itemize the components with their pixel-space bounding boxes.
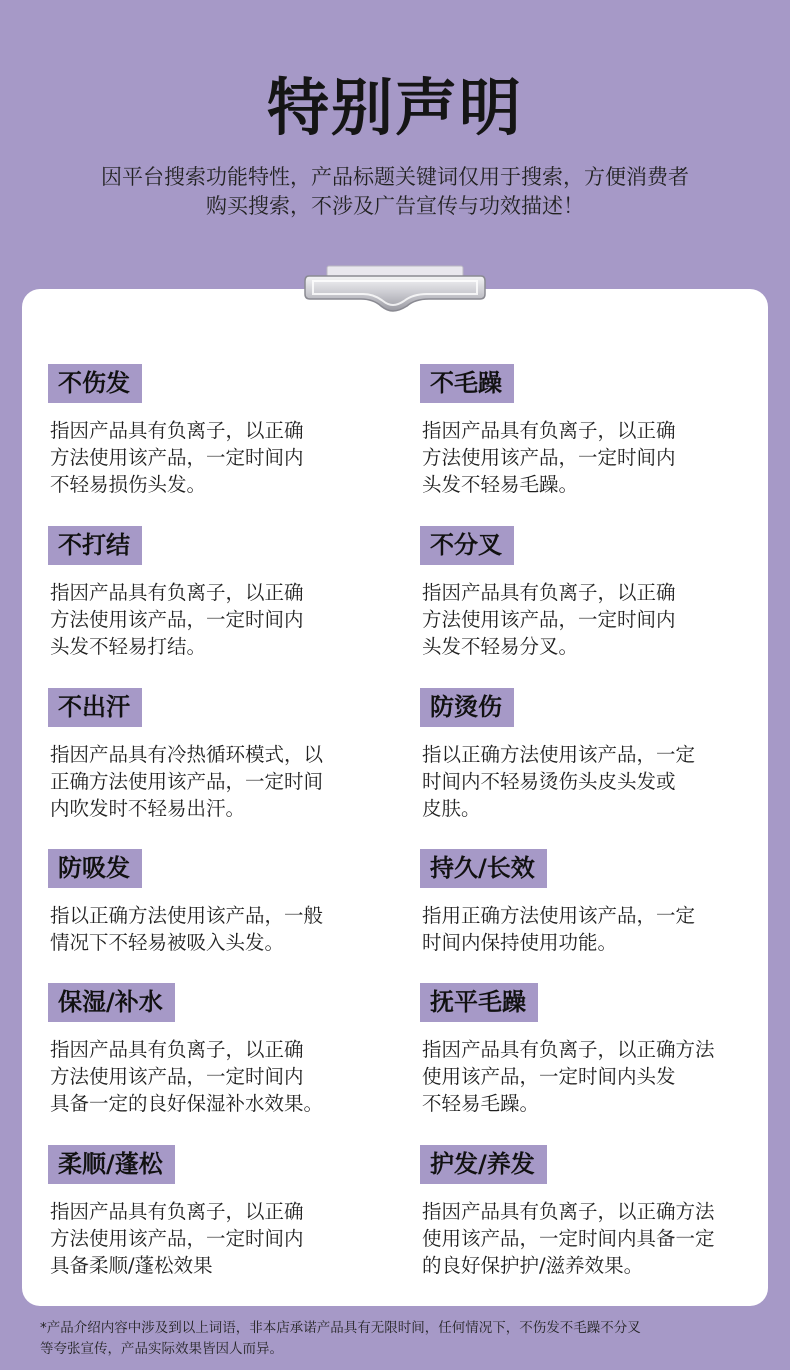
page-title: 特别声明 — [266, 71, 523, 144]
claim-item — [48, 983, 388, 1117]
claim-tag: 不出汗 — [48, 688, 142, 727]
claim-description: 指以正确方法使用该产品，一定 时间内不轻易烫伤头皮头发或 皮肤。 — [422, 743, 696, 820]
claim-tag: 抚平毛躁 — [420, 983, 538, 1022]
claim-item — [420, 688, 760, 822]
claim-tag: 不分叉 — [420, 526, 514, 565]
claim-tag: 保湿/补水 — [48, 983, 175, 1022]
claim-item — [420, 983, 760, 1117]
claim-item — [48, 526, 388, 660]
claim-item — [48, 688, 388, 822]
claim-description: 指因产品具有冷热循环模式，以 正确方法使用该产品，一定时间 内吹发时不轻易出汗。 — [50, 743, 324, 820]
claim-tag: 防烫伤 — [420, 688, 514, 727]
claim-description: 指因产品具有负离子，以正确 方法使用该产品，一定时间内 具备柔顺/蓬松效果 — [50, 1200, 304, 1277]
disclaimer-footnote: *产品介绍内容中涉及到以上词语，非本店承诺产品具有无限时间，任何情况下，不伤发不毛躁不分叉 等夸张宣传，产品实际效果皆因人而异。 — [40, 1320, 641, 1357]
claim-item — [48, 1145, 388, 1279]
content-card — [22, 289, 768, 1306]
claim-description: 指因产品具有负离子，以正确 方法使用该产品，一定时间内 头发不轻易分叉。 — [422, 581, 676, 658]
claim-tag: 不打结 — [48, 526, 142, 565]
claim-tag: 柔顺/蓬松 — [48, 1145, 175, 1184]
claim-item — [48, 364, 388, 498]
claim-tag: 持久/长效 — [420, 849, 547, 888]
claim-description: 指以正确方法使用该产品，一般 情况下不轻易被吸入头发。 — [50, 904, 324, 954]
claim-tag: 护发/养发 — [420, 1145, 547, 1184]
claim-description: 指用正确方法使用该产品，一定 时间内保持使用功能。 — [422, 904, 696, 954]
claim-description: 指因产品具有负离子，以正确 方法使用该产品，一定时间内 具备一定的良好保湿补水效果。 — [50, 1038, 324, 1115]
claim-description: 指因产品具有负离子，以正确方法 使用该产品，一定时间内头发 不轻易毛躁。 — [422, 1038, 715, 1115]
claim-description: 指因产品具有负离子，以正确 方法使用该产品，一定时间内 不轻易损伤头发。 — [50, 419, 304, 496]
claim-item — [420, 1145, 760, 1279]
claim-item — [420, 526, 760, 660]
claim-tag: 防吸发 — [48, 849, 142, 888]
claim-item — [48, 849, 388, 956]
claim-tag: 不毛躁 — [420, 364, 514, 403]
claim-item — [420, 364, 760, 498]
claim-description: 指因产品具有负离子，以正确 方法使用该产品，一定时间内 头发不轻易毛躁。 — [422, 419, 676, 496]
claim-tag: 不伤发 — [48, 364, 142, 403]
claim-item — [420, 849, 760, 956]
clipboard-clip-icon — [303, 264, 487, 312]
claim-description: 指因产品具有负离子，以正确方法 使用该产品，一定时间内具备一定 的良好保护护/滋养效果。 — [422, 1200, 715, 1277]
claim-description: 指因产品具有负离子，以正确 方法使用该产品，一定时间内 头发不轻易打结。 — [50, 581, 304, 658]
subtitle: 因平台搜索功能特性，产品标题关键词仅用于搜索，方便消费者 购买搜索，不涉及广告宣传与功效描述！ — [101, 165, 689, 218]
